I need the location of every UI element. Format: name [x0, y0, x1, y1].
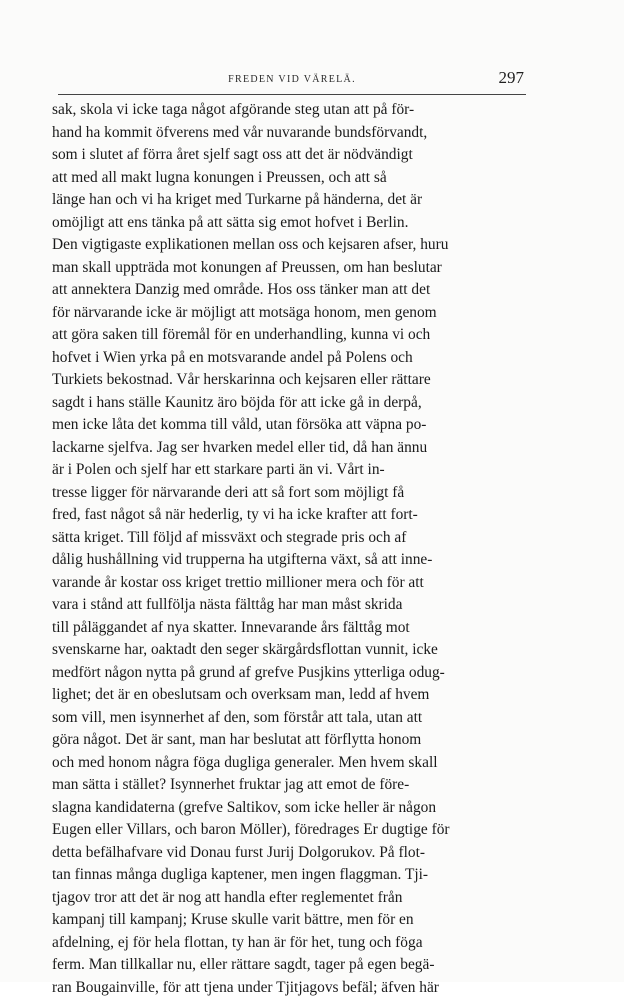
text-line: länge han och vi ha kriget med Turkarne på händerna, det är [52, 189, 528, 212]
text-line: vara i stånd att fullfölja nästa fälttåg har man måst skrida [52, 594, 528, 617]
text-line: tresse ligger för närvarande deri att så fort som möjligt få [52, 482, 528, 505]
text-line: sätta kriget. Till följd af missväxt och stegrade pris och af [52, 527, 528, 550]
text-line: göra något. Det är sant, man har beslutat att förflytta honom [52, 729, 528, 752]
text-line: men icke låta det komma till våld, utan försöka att väpna po- [52, 414, 528, 437]
text-line: och med honom några föga dugliga generaler. Men hvem skall [52, 752, 528, 775]
text-line: dålig hushållning vid trupperna ha utgifterna växt, så att inne- [52, 549, 528, 572]
text-line: som i slutet af förra året sjelf sagt oss att det är nödvändigt [52, 144, 528, 167]
text-line: att annektera Danzig med område. Hos oss tänker man att det [52, 279, 528, 302]
text-line: slagna kandidaterna (grefve Saltikov, som icke heller är någon [52, 797, 528, 820]
text-line: att göra saken till föremål för en underhandling, kunna vi och [52, 324, 528, 347]
running-head: FREDEN VID VÄRELÄ. [58, 74, 526, 85]
text-line: sak, skola vi icke taga något afgörande steg utan att på för- [52, 99, 528, 122]
text-line: medfört någon nytta på grund af grefve Pusjkins ytterliga odug- [52, 662, 528, 685]
header-rule [58, 94, 526, 95]
text-line: tan finnas många dugliga kaptener, men ingen flaggman. Tji- [52, 864, 528, 887]
text-line: att med all makt lugna konungen i Preussen, och att så [52, 167, 528, 190]
text-line: ran Bougainville, för att tjena under Tjitjagovs befäl; äfven här [52, 977, 528, 999]
text-line: hofvet i Wien yrka på en motsvarande andel på Polens och [52, 347, 528, 370]
text-line: tjagov tror att det är nog att handla efter reglementet från [52, 887, 528, 910]
text-line: lackarne sjelfva. Jag ser hvarken medel eller tid, då han ännu [52, 437, 528, 460]
text-line: varande år kostar oss kriget trettio millioner mera och för att [52, 572, 528, 595]
text-line: detta befälhafvare vid Donau furst Jurij Dolgorukov. På flot- [52, 842, 528, 865]
text-line: ferm. Man tillkallar nu, eller rättare sagdt, tager på egen begä- [52, 954, 528, 977]
text-line: man sätta i stället? Isynnerhet fruktar jag att emot de före- [52, 774, 528, 797]
text-line: som vill, men isynnerhet af den, som förstår att tala, utan att [52, 707, 528, 730]
text-line: är i Polen och sjelf har ett starkare parti än vi. Vårt in- [52, 459, 528, 482]
text-line: kampanj till kampanj; Kruse skulle varit bättre, men för en [52, 909, 528, 932]
page-number: 297 [499, 68, 525, 88]
text-line: afdelning, ej för hela flottan, ty han är för het, tung och föga [52, 932, 528, 955]
text-line: hand ha kommit öfverens med vår nuvarande bundsförvandt, [52, 122, 528, 145]
text-line: till påläggandet af nya skatter. Innevarande års fälttåg mot [52, 617, 528, 640]
text-line: svenskarne har, oaktadt den seger skärgårdsflottan vunnit, icke [52, 639, 528, 662]
body-text [52, 99, 528, 999]
text-line: Den vigtigaste explikationen mellan oss och kejsaren afser, huru [52, 234, 528, 257]
text-line: man skall uppträda mot konungen af Preussen, om han beslutar [52, 257, 528, 280]
text-line: Eugen eller Villars, och baron Möller), föredrages Er dugtige för [52, 819, 528, 842]
text-line: sagdt i hans ställe Kaunitz äro böjda för att icke gå in derpå, [52, 392, 528, 415]
text-line: fred, fast något så när hederlig, ty vi ha icke krafter att fort- [52, 504, 528, 527]
text-line: lighet; det är en obeslutsam och overksam man, ledd af hvem [52, 684, 528, 707]
text-line: för närvarande icke är möjligt att motsäga honom, men genom [52, 302, 528, 325]
text-line: omöjligt att ens tänka på att sätta sig emot hofvet i Berlin. [52, 212, 528, 235]
page-header [58, 68, 526, 90]
text-line: Turkiets bekostnad. Vår herskarinna och kejsaren eller rättare [52, 369, 528, 392]
